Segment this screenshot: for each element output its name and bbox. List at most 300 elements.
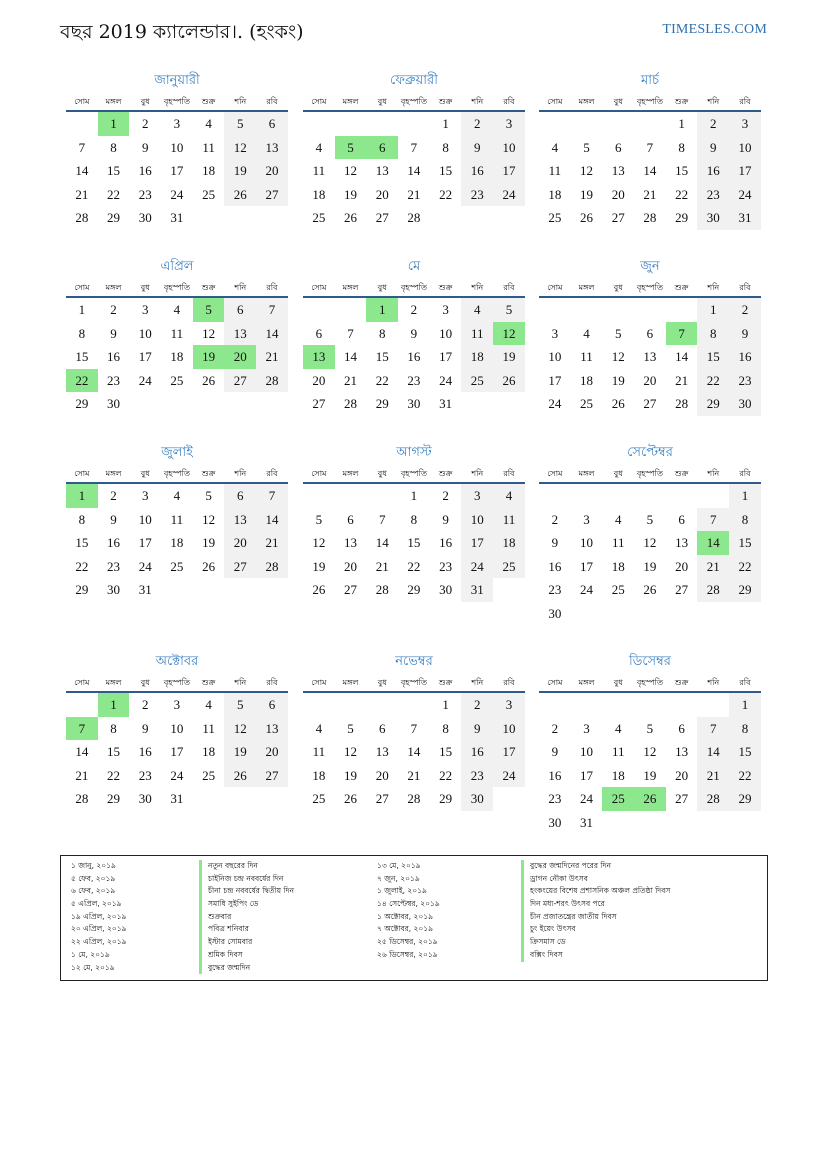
day-cell: 22 bbox=[439, 767, 453, 783]
day-cell: 9 bbox=[110, 325, 117, 341]
day-cell: 12 bbox=[643, 744, 657, 759]
empty-cell bbox=[335, 298, 367, 322]
day-cell: 8 bbox=[678, 139, 685, 155]
legend-holiday-name: চাইনিজ চন্দ্র নববর্ষের দিন bbox=[199, 873, 294, 886]
day-cell: 8 bbox=[729, 508, 761, 532]
weekday-label: রবি bbox=[266, 97, 278, 106]
weekday-label: শনি bbox=[471, 469, 484, 478]
day-cell: 19 bbox=[611, 372, 625, 388]
weekday-label: শুক্র bbox=[438, 97, 453, 106]
day-cell: 17 bbox=[493, 740, 525, 764]
day-cell: 30 bbox=[548, 605, 562, 621]
weekday-label: বৃহস্পতি bbox=[400, 469, 427, 478]
weekday-label: সোম bbox=[547, 469, 563, 478]
day-cell: 9 bbox=[141, 139, 149, 155]
day-cell: 14 bbox=[407, 744, 421, 759]
day-cell: 13 bbox=[224, 322, 256, 346]
day-cell: 2 bbox=[110, 488, 117, 503]
day-cell: 21 bbox=[697, 764, 729, 788]
weekday-label: রবি bbox=[739, 469, 751, 478]
day-cell: 3 bbox=[551, 325, 559, 341]
day-cell: 13 bbox=[224, 508, 256, 532]
day-cell: 4 bbox=[205, 697, 212, 712]
day-cell: 2 bbox=[551, 720, 559, 736]
weekday-label: বুধ bbox=[377, 678, 387, 687]
day-cell: 28 bbox=[407, 791, 421, 806]
day-cell: 2 bbox=[461, 112, 493, 136]
day-cell: 23 bbox=[461, 183, 493, 207]
legend-holiday-name: দিন মধ্য-শরৎ উৎসব পরে bbox=[521, 898, 670, 911]
weekday-label: শনি bbox=[707, 469, 720, 478]
day-cell: 15 bbox=[107, 744, 121, 759]
day-cell: 12 bbox=[202, 511, 216, 527]
day-cell: 8 bbox=[110, 720, 117, 736]
legend-date: ৬ ফেব, ২০১৯ bbox=[71, 886, 116, 896]
legend-date: ১৪ সেপ্টেম্বর, ২০১৯ bbox=[377, 899, 440, 909]
day-cell: 5 bbox=[205, 488, 212, 503]
day-cell: 28 bbox=[697, 578, 729, 602]
day-cell: 12 bbox=[493, 322, 525, 346]
day-cell: 18 bbox=[170, 349, 184, 364]
legend-holiday-name: ক্রিসমাস ডে bbox=[521, 936, 670, 949]
day-cell: 13 bbox=[375, 744, 389, 759]
legend-holiday-name: বক্সিং দিবস bbox=[521, 949, 670, 962]
day-cell: 13 bbox=[611, 163, 625, 178]
day-cell: 30 bbox=[697, 206, 729, 230]
day-cell: 22 bbox=[675, 186, 689, 202]
day-cell: 4 bbox=[173, 302, 181, 317]
days-grid bbox=[66, 693, 288, 811]
day-cell: 28 bbox=[75, 791, 89, 806]
weekday-header bbox=[66, 92, 288, 112]
legend-holiday-name: চুং ইয়েং উৎসব bbox=[521, 923, 670, 936]
day-cell: 26 bbox=[202, 372, 216, 388]
weekday-header bbox=[539, 673, 761, 693]
day-cell: 11 bbox=[461, 322, 493, 346]
day-cell: 5 bbox=[646, 511, 654, 527]
empty-cell bbox=[398, 112, 430, 136]
empty-cell bbox=[602, 298, 634, 322]
day-cell: 3 bbox=[173, 116, 181, 131]
weekday-label: শুক্র bbox=[674, 283, 689, 292]
weekday-label: মঙ্গল bbox=[578, 283, 595, 292]
day-cell: 25 bbox=[170, 558, 184, 574]
weekday-label: বুধ bbox=[613, 678, 623, 687]
weekday-label: সোম bbox=[311, 97, 327, 106]
day-cell: 19 bbox=[312, 558, 326, 574]
day-cell: 5 bbox=[193, 298, 225, 322]
weekday-label: বৃহস্পতি bbox=[636, 283, 663, 292]
day-cell: 19 bbox=[344, 186, 358, 202]
empty-cell bbox=[697, 602, 729, 626]
weekday-label: শনি bbox=[234, 678, 247, 687]
day-cell: 27 bbox=[375, 210, 389, 225]
weekday-header bbox=[303, 278, 525, 298]
month-name: এপ্রিল bbox=[160, 259, 194, 274]
day-cell: 13 bbox=[675, 535, 689, 550]
day-cell: 19 bbox=[580, 186, 594, 202]
days-grid bbox=[303, 112, 525, 230]
weekday-label: মঙ্গল bbox=[342, 97, 359, 106]
legend-names-column-2 bbox=[521, 860, 670, 962]
day-cell: 1 bbox=[729, 693, 761, 717]
day-cell: 3 bbox=[729, 112, 761, 136]
day-cell: 15 bbox=[439, 744, 453, 759]
day-cell: 3 bbox=[141, 488, 149, 503]
weekday-label: বুধ bbox=[377, 283, 387, 292]
empty-cell bbox=[193, 787, 225, 811]
day-cell: 2 bbox=[110, 302, 117, 317]
day-cell: 25 bbox=[611, 582, 625, 597]
day-cell: 20 bbox=[675, 767, 689, 783]
day-cell: 14 bbox=[256, 508, 288, 532]
day-cell: 1 bbox=[729, 484, 761, 508]
day-cell: 27 bbox=[224, 555, 256, 579]
day-cell: 24 bbox=[493, 183, 525, 207]
empty-cell bbox=[335, 484, 367, 508]
day-cell: 7 bbox=[256, 484, 288, 508]
legend-date: ২৬ ডিসেম্বর, ২০১৯ bbox=[377, 949, 438, 959]
day-cell: 7 bbox=[666, 322, 698, 346]
empty-cell bbox=[461, 206, 493, 230]
weekday-header bbox=[539, 464, 761, 484]
day-cell: 10 bbox=[729, 136, 761, 160]
day-cell: 5 bbox=[315, 511, 323, 527]
month-name: ফেব্রুয়ারী bbox=[390, 73, 438, 88]
weekday-label: বৃহস্পতি bbox=[163, 283, 190, 292]
empty-cell bbox=[493, 392, 525, 416]
day-cell: 19 bbox=[643, 767, 657, 783]
weekday-label: শনি bbox=[471, 283, 484, 292]
month-name: জানুয়ারী bbox=[154, 73, 200, 88]
weekday-label: বৃহস্পতি bbox=[400, 97, 427, 106]
day-cell: 8 bbox=[697, 322, 729, 346]
empty-cell bbox=[366, 112, 398, 136]
legend-date: ১৩ মে, ২০১৯ bbox=[377, 861, 421, 870]
weekday-label: মঙ্গল bbox=[105, 283, 122, 292]
day-cell: 4 bbox=[583, 325, 590, 341]
day-cell: 5 bbox=[646, 720, 654, 736]
day-cell: 27 bbox=[643, 396, 657, 411]
day-cell: 4 bbox=[614, 720, 622, 736]
empty-cell bbox=[66, 112, 98, 136]
empty-cell bbox=[634, 484, 666, 508]
day-cell: 8 bbox=[78, 511, 86, 527]
day-cell: 17 bbox=[138, 349, 152, 364]
day-cell: 15 bbox=[107, 163, 121, 178]
day-cell: 30 bbox=[138, 791, 152, 806]
legend-date: ১২ মে, ২০১৯ bbox=[71, 962, 115, 972]
day-cell: 6 bbox=[256, 693, 288, 717]
day-cell: 26 bbox=[224, 183, 256, 207]
empty-cell bbox=[193, 206, 225, 230]
empty-cell bbox=[634, 811, 666, 835]
day-cell: 16 bbox=[461, 159, 493, 183]
day-cell: 30 bbox=[107, 582, 121, 597]
weekday-label: মঙ্গল bbox=[578, 97, 595, 106]
legend-dates-column-2 bbox=[377, 860, 440, 962]
day-cell: 7 bbox=[410, 139, 418, 155]
empty-cell bbox=[366, 484, 398, 508]
day-cell: 30 bbox=[439, 582, 453, 597]
weekday-header bbox=[303, 464, 525, 484]
day-cell: 13 bbox=[256, 717, 288, 741]
legend-date: ১ জুলাই, ২০১৯ bbox=[377, 886, 427, 896]
day-cell: 30 bbox=[729, 392, 761, 416]
day-cell: 7 bbox=[697, 717, 729, 741]
legend-date: ৫ ফেব, ২০১৯ bbox=[71, 873, 116, 883]
legend-date: ১ মে, ২০১৯ bbox=[71, 949, 110, 959]
day-cell: 17 bbox=[548, 372, 562, 388]
day-cell: 3 bbox=[141, 302, 149, 317]
empty-cell bbox=[493, 787, 525, 811]
day-cell: 2 bbox=[551, 511, 559, 527]
empty-cell bbox=[697, 811, 729, 835]
weekday-label: বুধ bbox=[613, 97, 623, 106]
weekday-label: সোম bbox=[74, 469, 90, 478]
day-cell: 10 bbox=[170, 139, 184, 155]
day-cell: 13 bbox=[303, 345, 335, 369]
empty-cell bbox=[634, 693, 666, 717]
day-cell: 19 bbox=[224, 159, 256, 183]
legend-date: ১ অক্টোবর, ২০১৯ bbox=[377, 911, 434, 921]
day-cell: 17 bbox=[580, 558, 594, 574]
day-cell: 17 bbox=[170, 744, 184, 759]
day-cell: 12 bbox=[611, 349, 625, 364]
day-cell: 18 bbox=[580, 372, 594, 388]
month-3 bbox=[539, 70, 761, 230]
day-cell: 23 bbox=[729, 369, 761, 393]
brand-link[interactable]: TIMESLES.COM bbox=[662, 22, 767, 37]
day-cell: 23 bbox=[439, 558, 453, 574]
day-cell: 23 bbox=[697, 183, 729, 207]
month-4 bbox=[66, 256, 288, 416]
day-cell: 11 bbox=[493, 508, 525, 532]
day-cell: 5 bbox=[224, 693, 256, 717]
day-cell: 8 bbox=[110, 139, 117, 155]
weekday-label: শনি bbox=[707, 97, 720, 106]
month-10 bbox=[66, 651, 288, 811]
day-cell: 14 bbox=[407, 163, 421, 178]
day-cell: 28 bbox=[407, 210, 421, 225]
month-12 bbox=[539, 651, 761, 834]
day-cell: 31 bbox=[729, 206, 761, 230]
empty-cell bbox=[224, 206, 256, 230]
day-cell: 27 bbox=[256, 183, 288, 207]
day-cell: 13 bbox=[375, 163, 389, 178]
weekday-label: সোম bbox=[311, 283, 327, 292]
day-cell: 25 bbox=[312, 210, 326, 225]
day-cell: 10 bbox=[548, 349, 562, 364]
day-cell: 25 bbox=[461, 369, 493, 393]
empty-cell bbox=[571, 298, 603, 322]
empty-cell bbox=[729, 811, 761, 835]
day-cell: 22 bbox=[729, 555, 761, 579]
day-cell: 26 bbox=[493, 369, 525, 393]
day-cell: 4 bbox=[551, 139, 559, 155]
month-name: মে bbox=[407, 259, 421, 274]
day-cell: 1 bbox=[442, 116, 449, 131]
weekday-label: শুক্র bbox=[201, 97, 216, 106]
weekday-label: সোম bbox=[74, 678, 90, 687]
empty-cell bbox=[539, 298, 571, 322]
weekday-header bbox=[66, 278, 288, 298]
day-cell: 6 bbox=[678, 720, 685, 736]
day-cell: 15 bbox=[729, 740, 761, 764]
day-cell: 22 bbox=[66, 369, 98, 393]
empty-cell bbox=[493, 206, 525, 230]
days-grid bbox=[539, 112, 761, 230]
empty-cell bbox=[493, 578, 525, 602]
day-cell: 17 bbox=[729, 159, 761, 183]
month-11 bbox=[303, 651, 525, 811]
legend-date: ২০ এপ্রিল, ২০১৯ bbox=[71, 924, 127, 934]
day-cell: 17 bbox=[461, 531, 493, 555]
empty-cell bbox=[224, 392, 256, 416]
legend-date: ৫ এপ্রিল, ২০১৯ bbox=[71, 899, 122, 909]
day-cell: 26 bbox=[634, 787, 666, 811]
day-cell: 19 bbox=[643, 558, 657, 574]
empty-cell bbox=[666, 602, 698, 626]
empty-cell bbox=[129, 392, 161, 416]
day-cell: 10 bbox=[493, 717, 525, 741]
weekday-label: রবি bbox=[739, 97, 751, 106]
empty-cell bbox=[539, 693, 571, 717]
day-cell: 1 bbox=[366, 298, 398, 322]
day-cell: 16 bbox=[138, 744, 152, 759]
day-cell: 7 bbox=[347, 325, 354, 341]
day-cell: 4 bbox=[614, 511, 622, 527]
day-cell: 4 bbox=[461, 298, 493, 322]
weekday-label: বৃহস্পতি bbox=[636, 678, 663, 687]
day-cell: 24 bbox=[439, 372, 453, 388]
empty-cell bbox=[224, 787, 256, 811]
day-cell: 24 bbox=[170, 186, 184, 202]
weekday-label: রবি bbox=[266, 678, 278, 687]
weekday-label: বুধ bbox=[140, 469, 150, 478]
day-cell: 16 bbox=[548, 767, 562, 783]
weekday-label: বৃহস্পতি bbox=[163, 97, 190, 106]
weekday-label: মঙ্গল bbox=[578, 678, 595, 687]
day-cell: 29 bbox=[407, 582, 421, 597]
weekday-label: শুক্র bbox=[674, 97, 689, 106]
day-cell: 20 bbox=[256, 740, 288, 764]
weekday-label: বুধ bbox=[140, 678, 150, 687]
day-cell: 25 bbox=[202, 767, 216, 783]
day-cell: 20 bbox=[256, 159, 288, 183]
day-cell: 22 bbox=[107, 186, 121, 202]
empty-cell bbox=[602, 484, 634, 508]
day-cell: 17 bbox=[439, 349, 453, 364]
weekday-label: রবি bbox=[503, 469, 515, 478]
weekday-label: শুক্র bbox=[438, 469, 453, 478]
day-cell: 14 bbox=[256, 322, 288, 346]
day-cell: 11 bbox=[202, 139, 215, 155]
day-cell: 28 bbox=[697, 787, 729, 811]
day-cell: 6 bbox=[366, 136, 398, 160]
days-grid bbox=[66, 298, 288, 416]
day-cell: 10 bbox=[138, 511, 152, 527]
day-cell: 10 bbox=[580, 744, 594, 759]
weekday-label: সোম bbox=[74, 97, 90, 106]
day-cell: 3 bbox=[461, 484, 493, 508]
weekday-label: বুধ bbox=[140, 283, 150, 292]
day-cell: 26 bbox=[611, 396, 625, 411]
weekday-header bbox=[66, 464, 288, 484]
day-cell: 21 bbox=[75, 767, 89, 783]
day-cell: 27 bbox=[611, 210, 625, 225]
day-cell: 21 bbox=[697, 555, 729, 579]
empty-cell bbox=[602, 112, 634, 136]
empty-cell bbox=[256, 578, 288, 602]
legend-date: ২৫ ডিসেম্বর, ২০১৯ bbox=[377, 937, 438, 947]
weekday-label: সোম bbox=[74, 283, 90, 292]
day-cell: 26 bbox=[312, 582, 326, 597]
day-cell: 21 bbox=[256, 531, 288, 555]
weekday-label: রবি bbox=[503, 678, 515, 687]
legend-names-column-1 bbox=[199, 860, 294, 974]
day-cell: 29 bbox=[729, 787, 761, 811]
day-cell: 9 bbox=[461, 717, 493, 741]
empty-cell bbox=[303, 693, 335, 717]
day-cell: 1 bbox=[66, 484, 98, 508]
day-cell: 30 bbox=[407, 396, 421, 411]
empty-cell bbox=[602, 602, 634, 626]
day-cell: 4 bbox=[173, 488, 181, 503]
day-cell: 27 bbox=[344, 582, 358, 597]
day-cell: 25 bbox=[170, 372, 184, 388]
day-cell: 8 bbox=[378, 325, 386, 341]
day-cell: 14 bbox=[75, 163, 89, 178]
day-cell: 6 bbox=[378, 720, 386, 736]
day-cell: 19 bbox=[202, 535, 216, 550]
day-cell: 29 bbox=[729, 578, 761, 602]
day-cell: 25 bbox=[602, 787, 634, 811]
empty-cell bbox=[666, 811, 698, 835]
days-grid bbox=[303, 484, 525, 602]
day-cell: 25 bbox=[548, 210, 562, 225]
day-cell: 8 bbox=[78, 325, 86, 341]
day-cell: 8 bbox=[442, 720, 449, 736]
weekday-label: বৃহস্পতি bbox=[163, 469, 190, 478]
weekday-label: মঙ্গল bbox=[342, 469, 359, 478]
day-cell: 16 bbox=[107, 349, 121, 364]
day-cell: 21 bbox=[75, 186, 89, 202]
weekday-label: শনি bbox=[234, 469, 247, 478]
day-cell: 11 bbox=[611, 535, 625, 550]
day-cell: 6 bbox=[315, 325, 323, 341]
day-cell: 2 bbox=[729, 298, 761, 322]
day-cell: 24 bbox=[461, 555, 493, 579]
legend-holiday-name: পবিত্র শনিবার bbox=[199, 923, 294, 936]
day-cell: 31 bbox=[170, 791, 184, 806]
weekday-label: শুক্র bbox=[674, 469, 689, 478]
day-cell: 7 bbox=[410, 720, 418, 736]
empty-cell bbox=[602, 811, 634, 835]
day-cell: 19 bbox=[344, 767, 358, 783]
day-cell: 2 bbox=[141, 697, 149, 712]
day-cell: 11 bbox=[580, 349, 593, 364]
weekday-label: বুধ bbox=[613, 469, 623, 478]
day-cell: 24 bbox=[580, 582, 594, 597]
day-cell: 21 bbox=[675, 372, 689, 388]
day-cell: 3 bbox=[583, 720, 590, 736]
weekday-label: রবি bbox=[266, 283, 278, 292]
empty-cell bbox=[335, 693, 367, 717]
weekday-header bbox=[303, 92, 525, 112]
day-cell: 29 bbox=[375, 396, 389, 411]
day-cell: 28 bbox=[643, 210, 657, 225]
